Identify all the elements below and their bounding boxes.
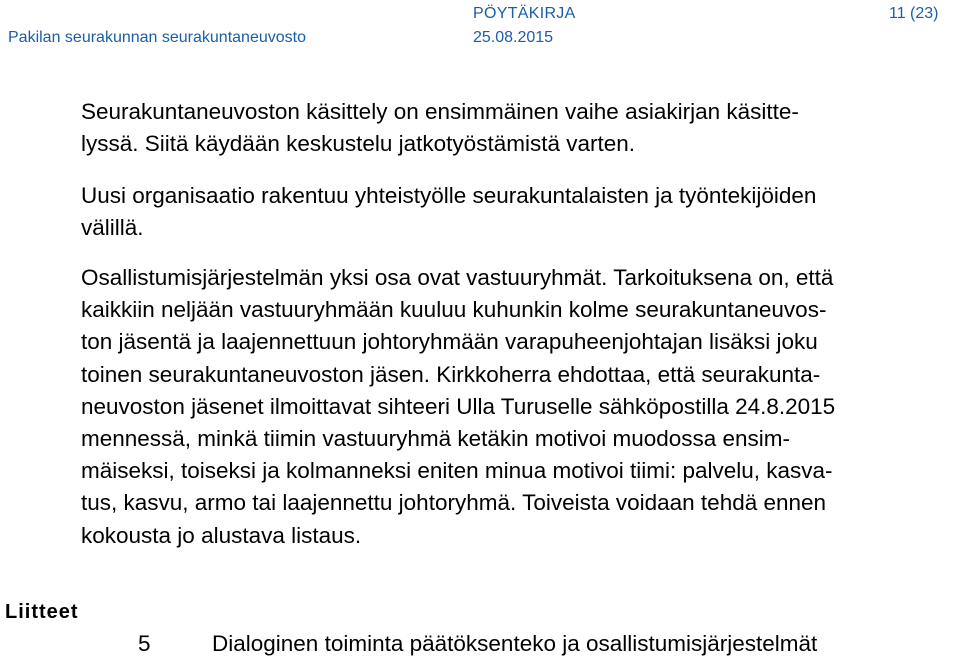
paragraph-line: kaikkiin neljään vastuuryhmään kuuluu kuhunkin kolme seurakuntaneuvos-: [81, 297, 827, 323]
paragraph-line: toinen seurakuntaneuvoston jäsen. Kirkkoherra ehdottaa, että seurakunta-: [81, 361, 821, 387]
attachments-heading: Liitteet: [5, 601, 79, 623]
meeting-date: 25.08.2015: [473, 29, 554, 46]
paragraph-line: neuvoston jäsenet ilmoittavat sihteeri Ulla Turuselle sähköpostilla 24.8.2015: [81, 393, 836, 419]
paragraph-line: mennessä, minkä tiimin vastuuryhmä ketäkin motivoi muodossa ensim-: [81, 426, 791, 452]
paragraph-line: Uusi organisaatio rakentuu yhteistyölle seurakuntalaisten ja työntekijöiden: [81, 183, 817, 208]
paragraph-line: ton jäsentä ja laajennettuun johtoryhmään varapuheenjohtajan lisäksi joku: [81, 329, 818, 355]
organization-name: Pakilan seurakunnan seurakuntaneuvosto: [8, 29, 306, 46]
paragraph-organisation: [81, 180, 960, 244]
paragraph-line: lyssä. Siitä käydään keskustelu jatkotyöstämistä varten.: [81, 131, 636, 157]
paragraph-line: Osallistumisjärjestelmän yksi osa ovat vastuuryhmät. Tarkoituksena on, että: [81, 265, 834, 290]
paragraph-line: kokousta jo alustava listaus.: [81, 522, 362, 548]
paragraph-line: mäiseksi, toiseksi ja kolmanneksi eniten minua motivoi tiimi: palvelu, kasva-: [81, 458, 833, 484]
page-number: 11 (23): [889, 5, 939, 22]
paragraph-line: välillä.: [81, 215, 144, 241]
document-type: PÖYTÄKIRJA: [473, 5, 576, 22]
paragraph-discussion: [81, 96, 960, 160]
paragraph-line: tus, kasvu, armo tai laajennettu johtoryhmä. Toiveista voidaan tehdä ennen: [81, 490, 827, 516]
paragraph-responsibility-groups: [81, 262, 960, 552]
attachment-title: Dialoginen toiminta päätöksenteko ja osallistumisjärjestelmät: [212, 631, 818, 656]
attachment-number: 5: [138, 631, 151, 656]
paragraph-line: Seurakuntaneuvoston käsittely on ensimmäinen vaihe asiakirjan käsitte-: [81, 99, 799, 124]
